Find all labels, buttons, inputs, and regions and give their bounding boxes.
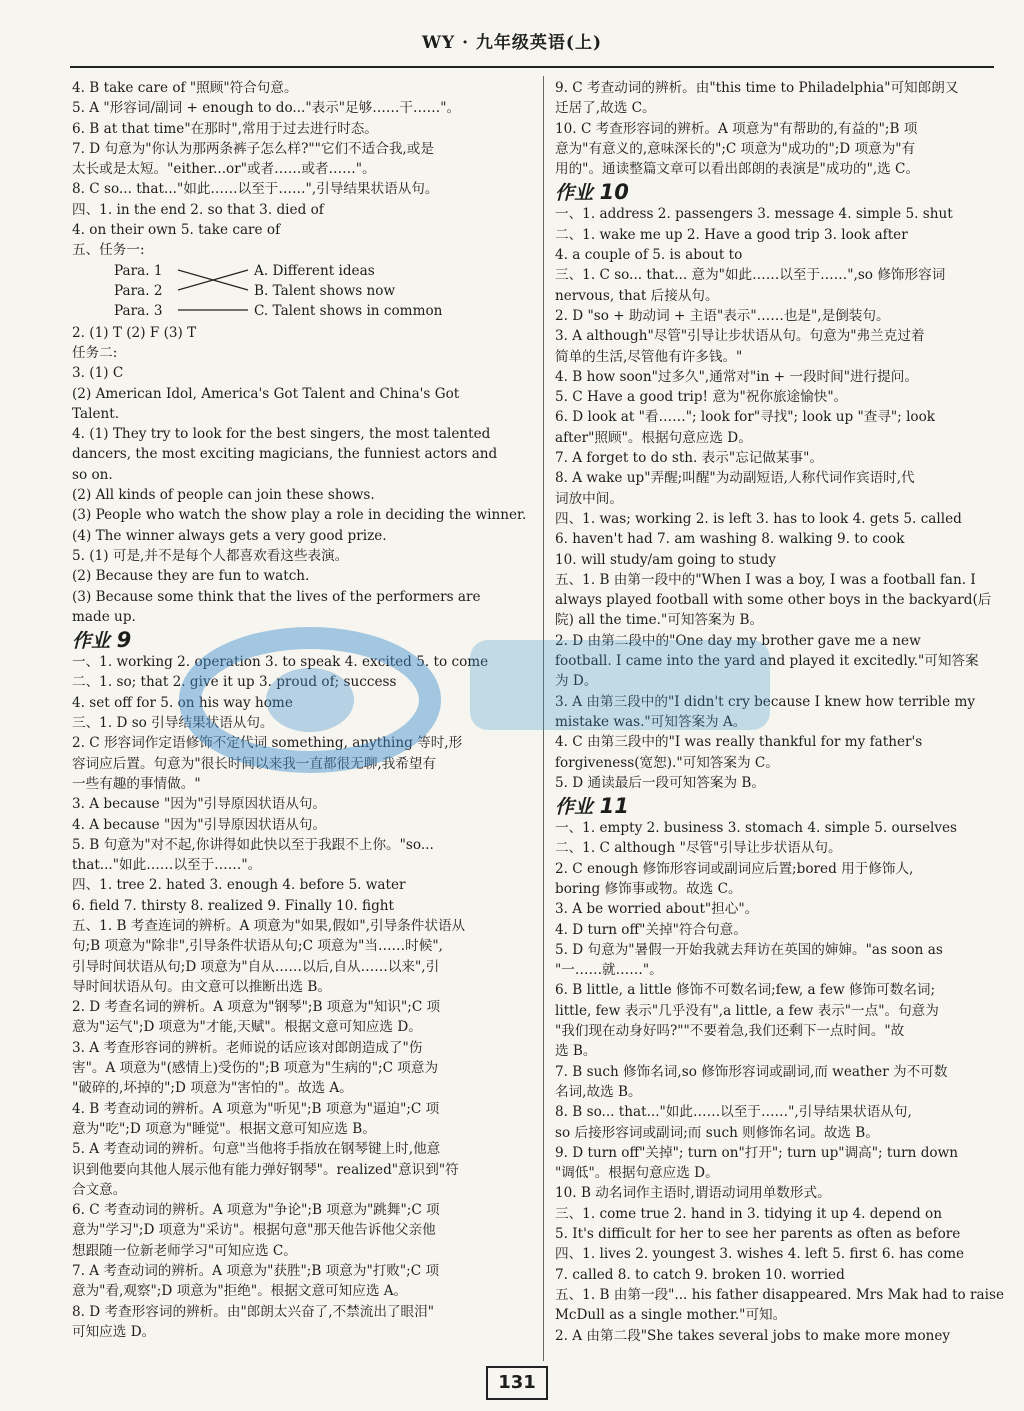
left-column: [72, 78, 534, 1342]
answer-line: 意为"运气";D 项意为"才能,天赋"。根据文意可知应选 D。: [72, 1019, 422, 1036]
answer-line: 7. D 句意为"你认为那两条裤子怎么样?""它们不适合我,或是: [72, 140, 434, 157]
answer-line: 3. A 由第三段中的"I didn't cry because I knew how terrible my: [555, 693, 976, 710]
answer-line: 一、1. address 2. passengers 3. message 4. simple 5. shut: [555, 206, 953, 223]
answer-line: 四、1. tree 2. hated 3. enough 4. before 5. water: [72, 877, 406, 894]
answer-line: 7. A 考查动词的辨析。A 项意为"获胜";B 项意为"打败";C 项: [72, 1263, 440, 1280]
answer-line: 5. A 考查动词的辨析。句意"当他将手指放在钢琴键上时,他意: [72, 1141, 441, 1158]
answer-line: 三、1. C so... that... 意为"如此……以至于……",so 修饰形容词: [555, 267, 946, 284]
answer-line: 2. D "so + 助动词 + 主语"表示"……也是",是倒装句。: [555, 307, 890, 324]
answer-line: (3) People who watch the show play a role in deciding the winner.: [72, 507, 527, 524]
answer-line: 7. A forget to do sth. 表示"忘记做某事"。: [555, 450, 823, 467]
answer-line: forgiveness(宽恕)."可知答案为 C。: [555, 754, 779, 771]
answer-line: 五、1. B 由第一段中的"When I was a boy, I was a football fan. I: [555, 571, 976, 588]
answer-line: 6. haven't had 7. am washing 8. walking 9. to cook: [555, 531, 905, 548]
answer-line: 10. will study/am going to study: [555, 551, 776, 568]
answer-line: 四、1. was; working 2. is left 3. has to look 4. gets 5. called: [555, 510, 962, 527]
column-divider: [543, 76, 544, 1361]
answer-line: 四、1. in the end 2. so that 3. died of: [72, 201, 324, 218]
page-number: 131: [486, 1366, 548, 1400]
answer-line: 4. D turn off"关掉"符合句意。: [555, 921, 747, 938]
answer-line: 一、1. working 2. operation 3. to speak 4. excited 5. to come: [72, 654, 489, 671]
answer-line: 4. on their own 5. take care of: [72, 222, 281, 239]
answer-line: 4. B 考查动词的辨析。A 项意为"听见";B 项意为"逼迫";C 项: [72, 1100, 440, 1117]
section-number: 10: [599, 180, 629, 205]
answer-line: 6. B little, a little 修饰不可数名词;few, a few 修饰可数名词;: [555, 982, 936, 999]
answer-line: 一些有趣的事情做。": [72, 775, 201, 792]
answer-line: 二、1. so; that 2. give it up 3. proud of; success: [72, 674, 397, 691]
answer-line: 3. A 考查形容词的辨析。老师说的话应该对郎朗造成了"伤: [72, 1039, 423, 1056]
answer-line: 意为"看,观察";D 项意为"拒绝"。根据文意可知应选 A。: [72, 1283, 408, 1300]
answer-line: 6. B at that time"在那时",常用于过去进行时态。: [72, 120, 378, 137]
answer-line: mistake was."可知答案为 A。: [555, 713, 747, 730]
answer-line: (4) The winner always gets a very good prize.: [72, 527, 387, 544]
answer-line: 3. A be worried about"担心"。: [555, 901, 759, 918]
answer-line: so 后接形容词或副词;而 such 则修饰名词。故选 B。: [555, 1124, 879, 1141]
answer-line: 9. D turn off"关掉"; turn on"打开"; turn up"调高"; turn down: [555, 1144, 958, 1161]
answer-line: 合文意。: [72, 1181, 127, 1198]
match-right-b: B. Talent shows now: [254, 282, 396, 299]
matching-lines-icon: [178, 261, 258, 323]
answer-line: 2. A 由第二段"She takes several jobs to make more money: [555, 1327, 951, 1344]
answer-line: McDull as a single mother."可知。: [555, 1307, 787, 1324]
answer-line: nervous, that 后接从句。: [555, 287, 719, 304]
answer-line: 意为"有意义的,意味深长的";C 项意为"成功的";D 项意为"有: [555, 140, 916, 157]
answer-line: 五、1. B 由第一段"... his father disappeared. Mrs Mak had to raise: [555, 1286, 1005, 1303]
answer-line: 3. A because "因为"引导原因状语从句。: [72, 796, 327, 813]
answer-line: 4. (1) They try to look for the best singers, the most talented: [72, 426, 491, 443]
answer-line: 想跟随一位新老师学习"可知应选 C。: [72, 1242, 297, 1259]
answer-line: (2) American Idol, America's Got Talent and China's Got: [72, 385, 460, 402]
answer-line: 5. D 通读最后一段可知答案为 B。: [555, 774, 765, 791]
section-heading-11: [555, 793, 1015, 820]
answer-line: (3) Because some think that the lives of the performers are: [72, 588, 481, 605]
answer-line: 10. C 考查形容词的辨析。A 项意为"有帮助的,有益的";B 项: [555, 120, 918, 137]
answer-line: 8. C so... that..."如此……以至于……",引导结果状语从句。: [72, 181, 439, 198]
answer-line: 9. C 考查动词的辨析。由"this time to Philadelphia"可知郎朗又: [555, 80, 959, 96]
answer-line: 害"。A 项意为"(感情上)受伤的";B 项意为"生病的";C 项意为: [72, 1060, 439, 1077]
answer-line: 3. A although"尽管"引导让步状语从句。句意为"弗兰克过着: [555, 328, 925, 345]
answer-line: (2) Because they are fun to watch.: [72, 568, 310, 585]
answer-line: 迁居了,故选 C。: [555, 100, 656, 117]
answer-line: made up.: [72, 608, 136, 625]
section-number: 11: [599, 794, 629, 819]
answer-line: 用的"。通读整篇文章可以看出郎朗的表演是"成功的",选 C。: [555, 161, 920, 178]
answer-line: 2. C 形容词作定语修饰不定代词 something, anything 等时,形: [72, 735, 463, 752]
section-label: 作业: [555, 182, 594, 205]
answer-line: 太长或是太短。"either...or"或者……或者……"。: [72, 161, 376, 178]
answer-line: boring 修饰事或物。故选 C。: [555, 880, 742, 897]
answers-block-8-tasks: [72, 323, 534, 627]
answer-line: 7. B such 修饰名词,so 修饰形容词或副词,而 weather 为不可数: [555, 1063, 948, 1080]
answer-line: 2. C enough 修饰形容词或副词应后置;bored 用于修饰人,: [555, 860, 914, 877]
answer-line: 4. C 由第三段中的"I was really thankful for my father's: [555, 734, 923, 751]
answer-line: 6. field 7. thirsty 8. realized 9. Finally 10. fight: [72, 897, 394, 914]
answer-line: 4. a couple of 5. is about to: [555, 247, 743, 264]
answer-line: football. I came into the yard and played it excitedly."可知答案: [555, 653, 979, 670]
answer-line: 容词应后置。句意为"很长时间以来我一直都很无聊,我希望有: [72, 755, 437, 772]
header-rule: [70, 66, 994, 68]
match-left-2: Para. 2: [114, 282, 163, 299]
answer-line: 4. B take care of "照顾"符合句意。: [72, 80, 298, 96]
answer-line: 四、1. lives 2. youngest 3. wishes 4. left 5. first 6. has come: [555, 1246, 965, 1263]
answer-line: 五、任务一:: [72, 242, 145, 259]
answer-line: 5. D 句意为"暑假一开始我就去拜访在英国的婶婶。"as soon as: [555, 941, 943, 958]
answer-line: Talent.: [72, 405, 120, 422]
answer-line: 名词,故选 B。: [555, 1083, 642, 1100]
answer-line: 8. B so... that..."如此……以至于……",引导结果状语从句,: [555, 1104, 912, 1121]
answer-line: 8. A wake up"弄醒;叫醒"为动副短语,人称代词作宾语时,代: [555, 470, 915, 487]
answer-line: that..."如此……以至于……"。: [72, 857, 262, 874]
answer-line: 2. D 考查名词的辨析。A 项意为"钢琴";B 项意为"知识";C 项: [72, 999, 441, 1016]
answer-line: 二、1. wake me up 2. Have a good trip 3. look after: [555, 226, 908, 243]
answer-line: 6. D look at "看……"; look for"寻找"; look up "查寻"; look: [555, 409, 936, 426]
answer-line: 2. (1) T (2) F (3) T: [72, 324, 197, 341]
match-left-3: Para. 3: [114, 302, 163, 319]
section-heading-10: [555, 179, 1015, 206]
answer-line: 为 D。: [555, 673, 598, 690]
answer-line: "我们现在动身好吗?""不要着急,我们还剩下一点时间。"故: [555, 1023, 905, 1040]
answer-line: 简单的生活,尽管他有许多钱。": [555, 348, 743, 365]
answer-line: 4. B how soon"过多久",通常对"in + 一段时间"进行提问。: [555, 368, 918, 385]
match-right-c: C. Talent shows in common: [254, 302, 443, 319]
answers-block-9: [72, 652, 534, 1342]
answer-line: 三、1. D so 引导结果状语从句。: [72, 715, 274, 732]
answer-line: 二、1. C although "尽管"引导让步状语从句。: [555, 840, 842, 857]
answer-line: dancers, the most exciting magicians, the funniest actors and: [72, 446, 498, 463]
answer-line: 4. set off for 5. on his way home: [72, 694, 293, 711]
answer-line: 可知应选 D。: [72, 1323, 156, 1340]
page-footer: [0, 1362, 1024, 1402]
page-header: [0, 0, 1024, 72]
answers-block-10: [555, 204, 1015, 793]
answer-line: 6. C 考查动词的辨析。A 项意为"争论";B 项意为"跳舞";C 项: [72, 1202, 440, 1219]
answer-line: (2) All kinds of people can join these shows.: [72, 487, 375, 504]
answer-line: 3. (1) C: [72, 365, 124, 382]
answer-line: little, few 表示"几乎没有",a little, a few 表示"一点"。句意为: [555, 1002, 939, 1019]
answer-line: 意为"学习";D 项意为"采访"。根据句意"那天他告诉他父亲他: [72, 1222, 436, 1239]
answer-line: 5. (1) 可是,并不是每个人都喜欢看这些表演。: [72, 547, 349, 564]
answer-line: 4. A because "因为"引导原因状语从句。: [72, 816, 327, 833]
section-number: 9: [116, 628, 132, 653]
right-column: [555, 78, 1015, 1346]
answers-block-9-end: [555, 78, 1015, 179]
answer-line: after"照顾"。根据句意应选 D。: [555, 429, 752, 446]
answer-line: 引导时间状语从句;D 项意为"自从……以后,自从……以来",引: [72, 958, 440, 975]
answer-line: 五、1. B 考查连词的辨析。A 项意为"如果,假如",引导条件状语从: [72, 917, 466, 934]
answer-line: 5. A "形容词/副词 + enough to do..."表示"足够……干……"。: [72, 100, 461, 117]
section-heading-9: [72, 627, 534, 654]
answer-line: 8. D 考查形容词的辨析。由"郎朗太兴奋了,不禁流出了眼泪": [72, 1303, 434, 1320]
answer-line: 一、1. empty 2. business 3. stomach 4. simple 5. ourselves: [555, 820, 958, 837]
answer-line: 词放中间。: [555, 490, 623, 507]
section-label: 作业: [72, 630, 111, 653]
answer-line: 意为"吃";D 项意为"睡觉"。根据文意可知应选 B。: [72, 1120, 376, 1137]
answer-line: 2. D 由第二段中的"One day my brother gave me a new: [555, 632, 921, 649]
answer-line: 7. called 8. to catch 9. broken 10. worried: [555, 1266, 845, 1283]
answer-line: 10. B 动名词作主语时,谓语动词用单数形式。: [555, 1185, 831, 1202]
answers-block-11: [555, 818, 1015, 1346]
answer-line: 三、1. come true 2. hand in 3. tidying it up 4. depend on: [555, 1205, 942, 1222]
answer-line: always played football with some other boys in the backyard(后: [555, 592, 992, 609]
matching-diagram: [72, 261, 534, 323]
answer-line: 5. It's difficult for her to see her parents as often as before: [555, 1226, 961, 1243]
book-title: WY · 九年级英语(上): [421, 33, 603, 53]
answer-line: so on.: [72, 466, 113, 483]
match-right-a: A. Different ideas: [254, 262, 375, 279]
answer-line: 任务二:: [72, 344, 118, 361]
section-label: 作业: [555, 796, 594, 819]
answer-line: 导时间状语从句。由文意可以推断出选 B。: [72, 978, 331, 995]
answers-block-8-end: [72, 78, 534, 261]
answer-line: 识到他要向其他人展示他有能力弹好钢琴"。realized"意识到"符: [72, 1161, 459, 1178]
answer-line: 院) all the time."可知答案为 B。: [555, 612, 764, 629]
answer-line: "破碎的,坏掉的";D 项意为"害怕的"。故选 A。: [72, 1080, 353, 1097]
answer-line: "调低"。根据句意应选 D。: [555, 1165, 719, 1182]
answer-line: "一……就……"。: [555, 962, 663, 979]
answer-line: 5. B 句意为"对不起,你讲得如此快以至于我跟不上你。"so...: [72, 836, 434, 853]
answer-line: 句;B 项意为"除非",引导条件状语从句;C 项意为"当……时候",: [72, 938, 443, 955]
match-left-1: Para. 1: [114, 262, 163, 279]
answer-line: 5. C Have a good trip! 意为"祝你旅途愉快"。: [555, 389, 848, 406]
answer-line: 选 B。: [555, 1043, 597, 1060]
